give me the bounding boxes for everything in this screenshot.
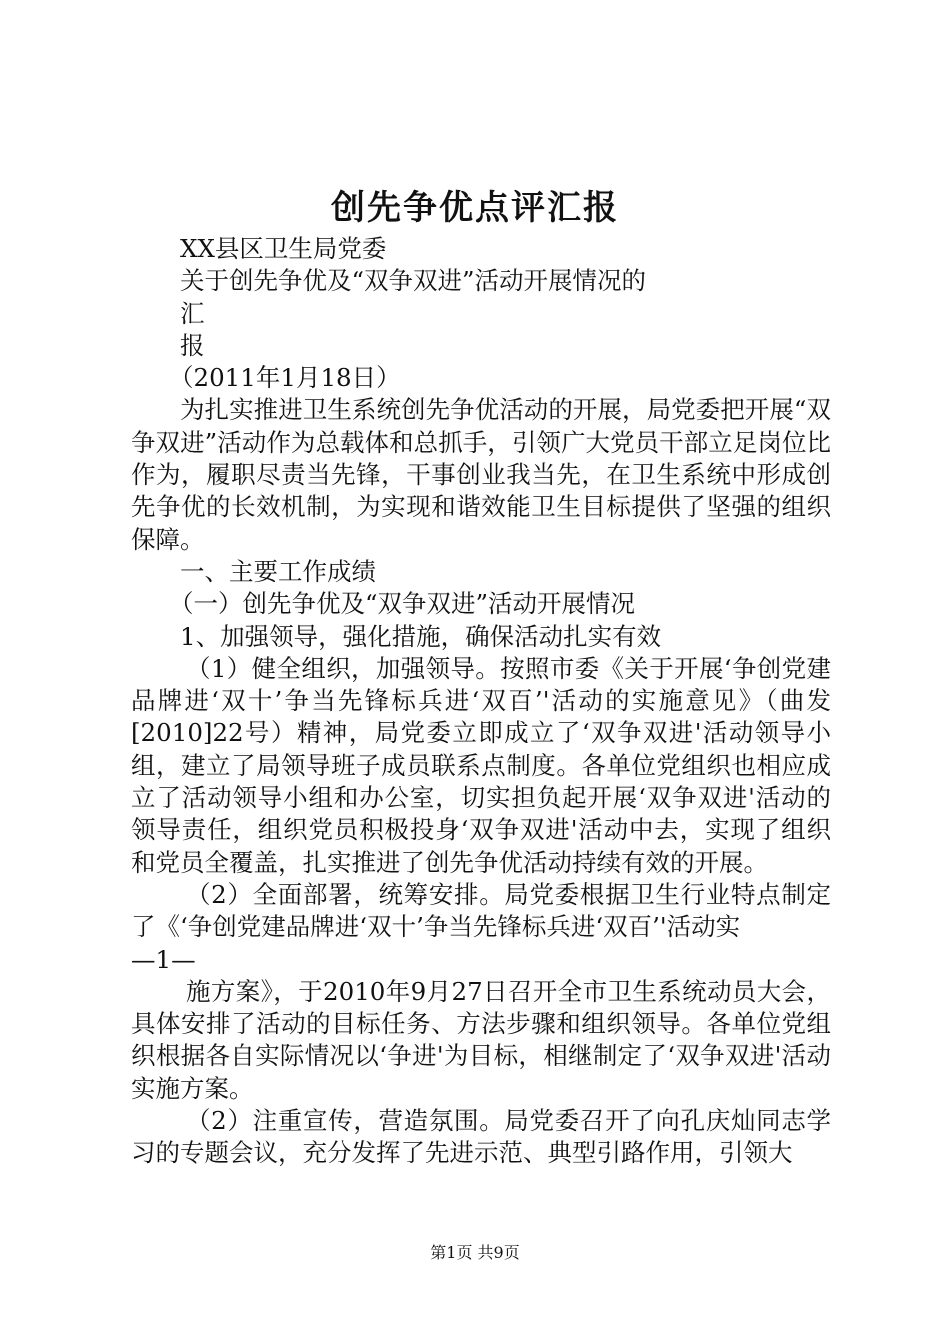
paragraph: （2）全面部署，统筹安排。局党委根据卫生行业特点制定了《‘争创党建品牌进‘双十’争当先锋标兵进‘双百’'活动实 [131, 879, 831, 942]
paragraph: 施方案》，于2010年9月27日召开全市卫生系统动员大会，具体安排了活动的目标任务、方法步骤和组织领导。各单位党组织根据各自实际情况以‘争进'为目标，相继制定了‘双争双进'活动实施方案。 [131, 976, 831, 1103]
subtitle-line: 报 [180, 330, 205, 360]
paragraph: （1）健全组织，加强领导。按照市委《关于开展‘争创党建品牌进‘双十’争当先锋标兵进‘双百’'活动的实施意见》（曲发[2010]22号）精神，局党委立即成立了‘双争双进'活动领导小组，建立了局领导班子成员联系点制度。各单位党组织也相应成立了活动领导小组和办公室，切实担负起开展‘双争双进'活动的领导责任，组织党员积极投身‘双争双进'活动中去，实现了组织和党员全覆盖，扎实推进了创先争优活动持续有效的开展。 [131, 653, 831, 877]
item-heading: 1、加强领导，强化措施，确保活动扎实有效 [180, 621, 662, 651]
paragraph: （2）注重宣传，营造氛围。局党委召开了向孔庆灿同志学习的专题会议，充分发挥了先进示范、典型引路作用，引领大 [131, 1106, 831, 1168]
section-heading: 一、主要工作成绩 [180, 556, 376, 586]
document-title: 创先争优点评汇报 [331, 188, 619, 228]
document-body [131, 233, 831, 1170]
subtitle-line: 汇 [180, 298, 205, 328]
org-line: XX县区卫生局党委 [180, 234, 387, 263]
date-line: （2011年1月18日） [169, 363, 401, 393]
page-footer: 第1页 共9页 [430, 1243, 520, 1262]
subtitle-line: 关于创先争优及“双争双进”活动开展情况的 [180, 266, 647, 296]
page-marker: —1— [131, 944, 196, 974]
subsection-heading: （一）创先争优及“双争双进”活动开展情况 [169, 589, 636, 619]
paragraph: 为扎实推进卫生系统创先争优活动的开展，局党委把开展“双争双进”活动作为总载体和总抓手，引领广大党员干部立足岗位比作为，履职尽责当先锋，干事创业我当先，在卫生系统中形成创先争优的长效机制，为实现和谐效能卫生目标提供了坚强的组织保障。 [131, 395, 831, 554]
